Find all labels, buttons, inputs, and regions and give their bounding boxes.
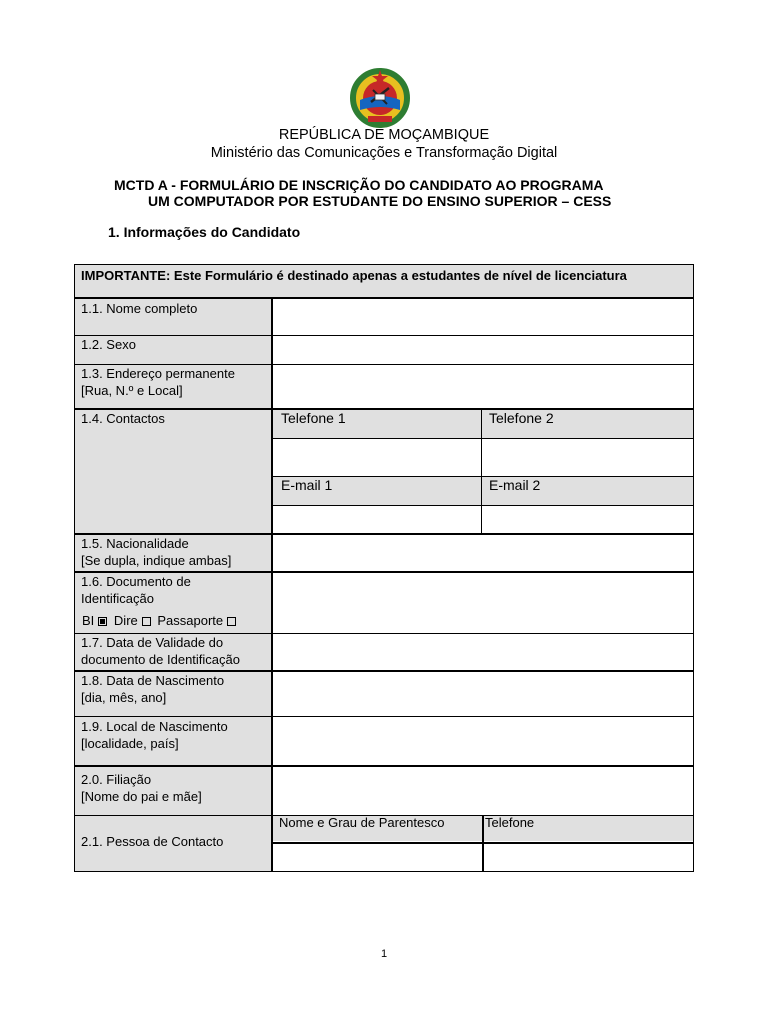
input-filiacao[interactable]	[273, 766, 693, 815]
field-label-nascimento: 1.8. Data de Nascimento [dia, mês, ano]	[75, 671, 273, 716]
label-pessoa-telefone: Telefone	[483, 815, 693, 841]
column-divider	[481, 409, 482, 534]
row-divider	[75, 408, 693, 410]
row-divider	[75, 533, 693, 535]
field-label-pessoa: 2.1. Pessoa de Contacto	[75, 815, 273, 871]
field-label-sexo: 1.2. Sexo	[75, 335, 273, 364]
input-nacionalidade[interactable]	[273, 534, 693, 572]
field-label-filiacao: 2.0. Filiação [Nome do pai e mãe]	[75, 766, 273, 815]
input-telefone1[interactable]	[273, 438, 481, 476]
field-label-documento: 1.6. Documento de Identificação	[75, 572, 273, 633]
input-validade[interactable]	[273, 633, 693, 671]
row-divider	[273, 505, 693, 506]
row-divider	[75, 765, 693, 767]
field-label-contactos: 1.4. Contactos	[75, 409, 273, 534]
row-divider	[75, 335, 693, 336]
input-nome[interactable]	[273, 299, 693, 335]
input-nascimento[interactable]	[273, 671, 693, 716]
field-label-nome: 1.1. Nome completo	[75, 299, 273, 335]
row-divider	[75, 633, 693, 634]
label-telefone2: Telefone 2	[481, 409, 693, 438]
field-label-endereco: 1.3. Endereço permanente [Rua, N.º e Local]	[75, 364, 273, 409]
column-divider	[482, 815, 484, 871]
important-notice: IMPORTANTE: Este Formulário é destinado apenas a estudantes de nível de licenciatura	[75, 265, 693, 299]
option-dire-checkbox[interactable]	[142, 617, 151, 626]
input-nome-grau[interactable]	[273, 843, 483, 871]
label-nome-grau: Nome e Grau de Parentesco	[273, 815, 483, 841]
form-title-line2: UM COMPUTADOR POR ESTUDANTE DO ENSINO SUPERIOR – CESS	[148, 193, 612, 209]
document-type-options	[82, 613, 239, 628]
option-bi-checkbox[interactable]	[98, 617, 107, 626]
section-title: 1. Informações do Candidato	[108, 224, 301, 240]
row-divider	[273, 438, 693, 439]
label-telefone1: Telefone 1	[273, 409, 481, 438]
option-bi-label: BI	[82, 613, 95, 628]
form-title-line1: MCTD A - FORMULÁRIO DE INSCRIÇÃO DO CANDIDATO AO PROGRAMA	[114, 177, 604, 193]
option-dire-label: Dire	[113, 613, 138, 628]
input-endereco[interactable]	[273, 364, 693, 409]
input-local[interactable]	[273, 716, 693, 766]
row-divider	[75, 815, 693, 816]
input-email1[interactable]	[273, 505, 481, 534]
field-label-validade: 1.7. Data de Validade do documento de Identificação	[75, 633, 273, 671]
row-divider	[75, 571, 693, 573]
input-documento[interactable]	[273, 572, 693, 633]
mozambique-emblem-icon	[346, 62, 414, 130]
field-label-nacionalidade: 1.5. Nacionalidade [Se dupla, indique ambas]	[75, 534, 273, 572]
row-divider	[75, 670, 693, 672]
row-divider	[75, 716, 693, 717]
input-email2[interactable]	[481, 505, 693, 534]
label-email2: E-mail 2	[481, 476, 693, 505]
country-name: REPÚBLICA DE MOÇAMBIQUE	[278, 127, 490, 143]
field-label-local: 1.9. Local de Nascimento [localidade, país]	[75, 716, 273, 766]
ministry-name: Ministério das Comunicações e Transformação Digital	[210, 145, 558, 161]
page-number: 1	[380, 948, 388, 960]
label-email1: E-mail 1	[273, 476, 481, 505]
row-divider	[273, 476, 693, 477]
input-sexo[interactable]	[273, 335, 693, 364]
option-passaporte-checkbox[interactable]	[227, 617, 236, 626]
input-telefone2[interactable]	[481, 438, 693, 476]
row-divider	[75, 364, 693, 365]
option-passaporte-label: Passaporte	[157, 613, 224, 628]
input-pessoa-telefone[interactable]	[483, 843, 693, 871]
